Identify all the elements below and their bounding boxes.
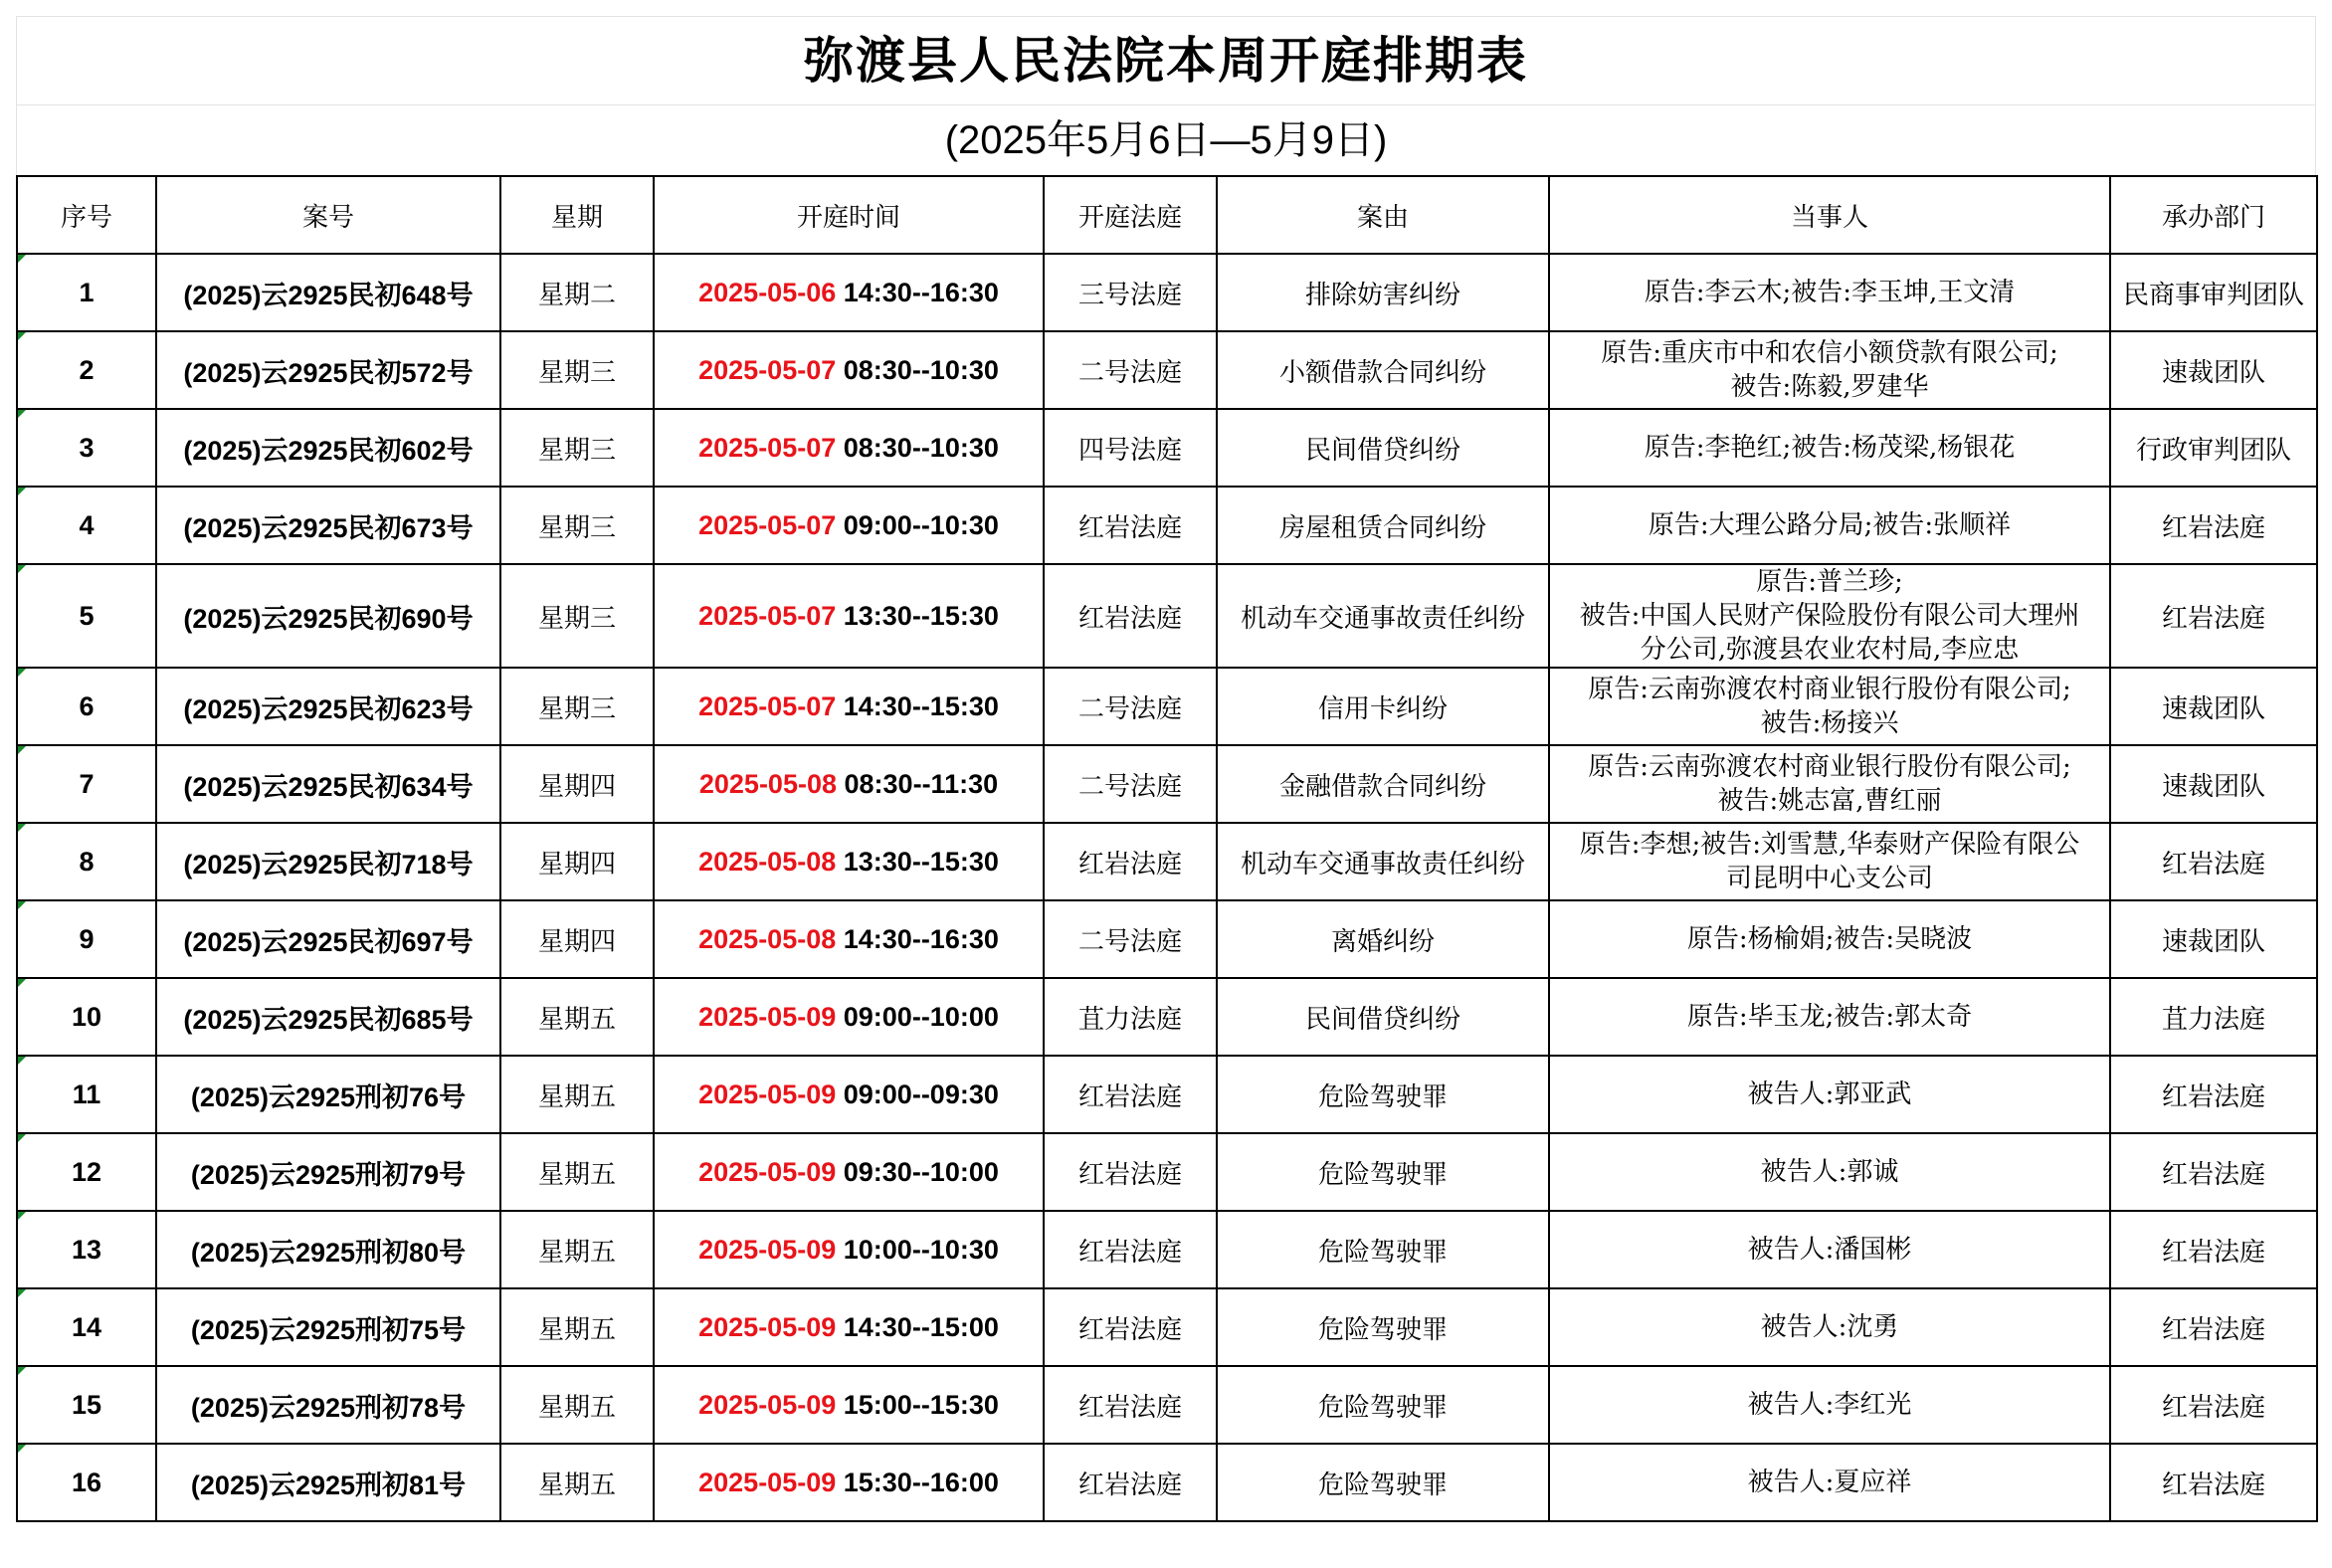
table-row <box>17 978 2317 1056</box>
header-row <box>17 176 2317 254</box>
cell-court: 红岩法庭 <box>1044 1444 1217 1521</box>
cell-seq <box>17 1133 156 1211</box>
party-line: 被告:中国人民财产保险股份有限公司大理州 <box>1579 601 2080 631</box>
header-court: 开庭法庭 <box>1044 176 1217 254</box>
cell-seq <box>17 1444 156 1521</box>
cell-case-no: (2025)云2925刑初80号 <box>156 1211 500 1288</box>
cell-seq <box>17 823 156 900</box>
table-row <box>17 564 2317 668</box>
hearing-date: 2025-05-07 <box>698 432 837 463</box>
cell-seq <box>17 1211 156 1288</box>
cell-seq <box>17 1288 156 1366</box>
hearing-date: 2025-05-09 <box>698 1078 837 1109</box>
table-row <box>17 1444 2317 1521</box>
cell-weekday: 星期三 <box>500 409 654 487</box>
table-row <box>17 409 2317 487</box>
header-case-no: 案号 <box>156 176 500 254</box>
cell-time <box>654 1366 1044 1444</box>
cell-parties <box>1549 668 2110 745</box>
hearing-date: 2025-05-09 <box>698 1156 837 1187</box>
party-line: 被告:杨接兴 <box>1760 708 1899 738</box>
cell-cause: 信用卡纠纷 <box>1217 668 1549 745</box>
seq-number: 5 <box>79 600 95 631</box>
seq-number: 8 <box>79 846 95 877</box>
table-row <box>17 823 2317 900</box>
cell-cause: 小额借款合同纠纷 <box>1217 331 1549 409</box>
cell-weekday: 星期五 <box>500 1366 654 1444</box>
cell-seq <box>17 745 156 823</box>
hearing-date: 2025-05-07 <box>698 690 837 721</box>
seq-number: 1 <box>79 277 95 307</box>
header-weekday: 星期 <box>500 176 654 254</box>
party-line: 被告人:郭亚武 <box>1747 1079 1912 1109</box>
cell-marker-icon <box>18 332 26 340</box>
cell-case-no: (2025)云2925民初685号 <box>156 978 500 1056</box>
seq-number: 12 <box>71 1156 102 1187</box>
cell-marker-icon <box>18 1289 26 1297</box>
cell-dept: 红岩法庭 <box>2110 1056 2317 1133</box>
cell-court: 苴力法庭 <box>1044 978 1217 1056</box>
cell-time <box>654 1444 1044 1521</box>
cell-cause: 危险驾驶罪 <box>1217 1133 1549 1211</box>
party-line: 被告人:沈勇 <box>1760 1312 1899 1342</box>
cell-court: 红岩法庭 <box>1044 564 1217 668</box>
cell-dept: 红岩法庭 <box>2110 487 2317 564</box>
hearing-time: 14:30--15:30 <box>843 690 999 721</box>
cell-case-no: (2025)云2925民初690号 <box>156 564 500 668</box>
cell-parties <box>1549 1366 2110 1444</box>
cell-case-no: (2025)云2925民初697号 <box>156 900 500 978</box>
cell-dept: 行政审判团队 <box>2110 409 2317 487</box>
cell-weekday: 星期四 <box>500 745 654 823</box>
cell-seq <box>17 668 156 745</box>
party-line: 被告:姚志富,曹红丽 <box>1717 786 1942 816</box>
hearing-date: 2025-05-08 <box>698 923 837 954</box>
cell-court: 二号法庭 <box>1044 900 1217 978</box>
cell-marker-icon <box>18 901 26 909</box>
cell-dept: 红岩法庭 <box>2110 1211 2317 1288</box>
cell-seq <box>17 1056 156 1133</box>
cell-court: 三号法庭 <box>1044 254 1217 331</box>
table-row <box>17 254 2317 331</box>
header-time: 开庭时间 <box>654 176 1044 254</box>
cell-case-no: (2025)云2925刑初79号 <box>156 1133 500 1211</box>
cell-court: 红岩法庭 <box>1044 1211 1217 1288</box>
cell-time <box>654 978 1044 1056</box>
hearing-date: 2025-05-07 <box>698 354 837 385</box>
cell-court: 二号法庭 <box>1044 745 1217 823</box>
cell-parties <box>1549 254 2110 331</box>
cell-cause: 民间借贷纠纷 <box>1217 978 1549 1056</box>
cell-case-no: (2025)云2925民初648号 <box>156 254 500 331</box>
cell-case-no: (2025)云2925民初634号 <box>156 745 500 823</box>
cell-marker-icon <box>18 824 26 832</box>
hearing-time: 09:00--09:30 <box>843 1078 999 1109</box>
cell-dept: 速裁团队 <box>2110 900 2317 978</box>
header-cause: 案由 <box>1217 176 1549 254</box>
hearing-time: 15:00--15:30 <box>843 1389 999 1420</box>
cell-weekday: 星期三 <box>500 564 654 668</box>
party-line: 司昆明中心支公司 <box>1725 864 1933 893</box>
cell-seq <box>17 1366 156 1444</box>
table-row <box>17 1133 2317 1211</box>
seq-number: 11 <box>72 1078 101 1109</box>
cell-weekday: 星期三 <box>500 331 654 409</box>
seq-number: 9 <box>79 923 95 954</box>
cell-court: 二号法庭 <box>1044 331 1217 409</box>
title-block <box>16 16 2316 175</box>
party-line: 原告:李想;被告:刘雪慧,华泰财产保险有限公 <box>1579 830 2080 860</box>
seq-number: 16 <box>71 1467 102 1497</box>
cell-weekday: 星期五 <box>500 978 654 1056</box>
cell-parties <box>1549 487 2110 564</box>
seq-number: 3 <box>79 432 95 463</box>
cell-parties <box>1549 1444 2110 1521</box>
cell-cause: 房屋租赁合同纠纷 <box>1217 487 1549 564</box>
hearing-time: 14:30--16:30 <box>843 277 999 307</box>
cell-parties <box>1549 978 2110 1056</box>
party-line: 原告:毕玉龙;被告:郭太奇 <box>1686 1002 1973 1032</box>
cell-cause: 排除妨害纠纷 <box>1217 254 1549 331</box>
seq-number: 15 <box>71 1389 102 1420</box>
party-line: 原告:云南弥渡农村商业银行股份有限公司; <box>1588 675 2071 704</box>
cell-cause: 民间借贷纠纷 <box>1217 409 1549 487</box>
hearing-date: 2025-05-09 <box>698 1001 837 1032</box>
party-line: 原告:李云木;被告:李玉坤,王文清 <box>1644 278 2016 307</box>
seq-number: 2 <box>79 354 95 385</box>
cell-time <box>654 668 1044 745</box>
cell-cause: 危险驾驶罪 <box>1217 1366 1549 1444</box>
cell-weekday: 星期三 <box>500 487 654 564</box>
cell-cause: 机动车交通事故责任纠纷 <box>1217 823 1549 900</box>
hearing-date: 2025-05-08 <box>698 846 837 877</box>
cell-case-no: (2025)云2925民初718号 <box>156 823 500 900</box>
cell-time <box>654 823 1044 900</box>
cell-marker-icon <box>18 669 26 677</box>
header-parties: 当事人 <box>1549 176 2110 254</box>
cell-parties <box>1549 564 2110 668</box>
party-line: 被告:陈毅,罗建华 <box>1730 372 1929 402</box>
table-row <box>17 1288 2317 1366</box>
cell-dept: 红岩法庭 <box>2110 823 2317 900</box>
cell-marker-icon <box>18 1212 26 1220</box>
cell-marker-icon <box>18 565 26 573</box>
cell-dept: 速裁团队 <box>2110 331 2317 409</box>
table-row <box>17 1056 2317 1133</box>
seq-number: 13 <box>71 1234 102 1265</box>
party-line: 原告:杨榆娟;被告:吴晓波 <box>1686 924 1973 954</box>
cell-time <box>654 1133 1044 1211</box>
seq-number: 7 <box>79 768 95 799</box>
cell-court: 红岩法庭 <box>1044 1133 1217 1211</box>
cell-marker-icon <box>18 746 26 754</box>
seq-number: 10 <box>71 1001 102 1032</box>
cell-time <box>654 331 1044 409</box>
seq-number: 14 <box>71 1311 102 1342</box>
party-line: 原告:重庆市中和农信小额贷款有限公司; <box>1601 338 2058 368</box>
cell-time <box>654 487 1044 564</box>
cell-weekday: 星期五 <box>500 1211 654 1288</box>
schedule-sheet <box>16 16 2316 1522</box>
cell-seq <box>17 331 156 409</box>
cell-court: 红岩法庭 <box>1044 1366 1217 1444</box>
table-row <box>17 487 2317 564</box>
cell-dept: 红岩法庭 <box>2110 1133 2317 1211</box>
hearing-time: 08:30--10:30 <box>843 432 999 463</box>
hearing-time: 08:30--11:30 <box>844 768 999 799</box>
cell-cause: 危险驾驶罪 <box>1217 1444 1549 1521</box>
hearing-date: 2025-05-09 <box>698 1467 837 1497</box>
cell-parties <box>1549 900 2110 978</box>
party-line: 分公司,弥渡县农业农村局,李应忠 <box>1640 635 2020 665</box>
table-row <box>17 745 2317 823</box>
hearing-date: 2025-05-09 <box>698 1311 837 1342</box>
cell-dept: 红岩法庭 <box>2110 1366 2317 1444</box>
cell-court: 二号法庭 <box>1044 668 1217 745</box>
cell-marker-icon <box>18 255 26 263</box>
cell-weekday: 星期五 <box>500 1444 654 1521</box>
cell-seq <box>17 978 156 1056</box>
cell-court: 四号法庭 <box>1044 409 1217 487</box>
cell-case-no: (2025)云2925刑初78号 <box>156 1366 500 1444</box>
hearing-date: 2025-05-08 <box>698 768 837 799</box>
hearing-date: 2025-05-09 <box>698 1389 837 1420</box>
party-line: 原告:云南弥渡农村商业银行股份有限公司; <box>1588 752 2071 782</box>
cell-cause: 危险驾驶罪 <box>1217 1056 1549 1133</box>
cell-marker-icon <box>18 1367 26 1375</box>
hearing-date: 2025-05-06 <box>698 277 837 307</box>
date-range-subtitle: (2025年5月6日—5月9日) <box>944 118 1388 162</box>
cell-weekday: 星期五 <box>500 1133 654 1211</box>
cell-time <box>654 254 1044 331</box>
cell-parties <box>1549 1211 2110 1288</box>
cell-seq <box>17 254 156 331</box>
cell-time <box>654 900 1044 978</box>
cell-dept: 红岩法庭 <box>2110 564 2317 668</box>
table-row <box>17 900 2317 978</box>
cell-seq <box>17 564 156 668</box>
party-line: 被告人:郭诚 <box>1760 1157 1899 1187</box>
hearing-time: 14:30--15:00 <box>843 1311 999 1342</box>
cell-case-no: (2025)云2925民初572号 <box>156 331 500 409</box>
cell-weekday: 星期三 <box>500 668 654 745</box>
seq-number: 6 <box>79 690 95 721</box>
cell-parties <box>1549 409 2110 487</box>
cell-weekday: 星期五 <box>500 1056 654 1133</box>
cell-cause: 金融借款合同纠纷 <box>1217 745 1549 823</box>
cell-parties <box>1549 331 2110 409</box>
hearing-date: 2025-05-07 <box>698 600 837 631</box>
cell-dept: 红岩法庭 <box>2110 1444 2317 1521</box>
hearing-time: 09:00--10:30 <box>843 509 999 540</box>
cell-cause: 危险驾驶罪 <box>1217 1288 1549 1366</box>
cell-court: 红岩法庭 <box>1044 487 1217 564</box>
cell-cause: 离婚纠纷 <box>1217 900 1549 978</box>
cell-parties <box>1549 823 2110 900</box>
cell-time <box>654 564 1044 668</box>
cell-case-no: (2025)云2925民初623号 <box>156 668 500 745</box>
cell-case-no: (2025)云2925刑初76号 <box>156 1056 500 1133</box>
page-title: 弥渡县人民法院本周开庭排期表 <box>17 17 2315 105</box>
schedule-table <box>16 175 2318 1522</box>
cell-dept: 速裁团队 <box>2110 745 2317 823</box>
cell-weekday: 星期四 <box>500 823 654 900</box>
schedule-rows <box>17 254 2317 1521</box>
hearing-time: 09:00--10:00 <box>843 1001 999 1032</box>
hearing-date: 2025-05-09 <box>698 1234 837 1265</box>
header-seq: 序号 <box>17 176 156 254</box>
table-row <box>17 1366 2317 1444</box>
cell-dept: 苴力法庭 <box>2110 978 2317 1056</box>
cell-dept: 速裁团队 <box>2110 668 2317 745</box>
hearing-time: 10:00--10:30 <box>843 1234 999 1265</box>
cell-case-no: (2025)云2925刑初75号 <box>156 1288 500 1366</box>
cell-case-no: (2025)云2925民初602号 <box>156 409 500 487</box>
party-line: 被告人:潘国彬 <box>1747 1235 1912 1265</box>
cell-weekday: 星期五 <box>500 1288 654 1366</box>
cell-parties <box>1549 1056 2110 1133</box>
cell-weekday: 星期二 <box>500 254 654 331</box>
party-line: 原告:普兰珍; <box>1756 567 1903 597</box>
hearing-time: 15:30--16:00 <box>843 1467 999 1497</box>
cell-court: 红岩法庭 <box>1044 1288 1217 1366</box>
cell-time <box>654 409 1044 487</box>
hearing-time: 08:30--10:30 <box>843 354 999 385</box>
hearing-time: 14:30--16:30 <box>843 923 999 954</box>
party-line: 被告人:夏应祥 <box>1747 1468 1912 1497</box>
table-row <box>17 668 2317 745</box>
hearing-date: 2025-05-07 <box>698 509 837 540</box>
cell-court: 红岩法庭 <box>1044 1056 1217 1133</box>
cell-case-no: (2025)云2925民初673号 <box>156 487 500 564</box>
party-line: 被告人:李红光 <box>1747 1390 1912 1420</box>
cell-parties <box>1549 1288 2110 1366</box>
cell-marker-icon <box>18 488 26 495</box>
hearing-time: 09:30--10:00 <box>843 1156 999 1187</box>
cell-weekday: 星期四 <box>500 900 654 978</box>
hearing-time: 13:30--15:30 <box>843 846 999 877</box>
cell-marker-icon <box>18 1134 26 1142</box>
hearing-time: 13:30--15:30 <box>843 600 999 631</box>
table-row <box>17 331 2317 409</box>
cell-time <box>654 1288 1044 1366</box>
cell-seq <box>17 487 156 564</box>
party-line: 原告:李艳红;被告:杨茂梁,杨银花 <box>1644 433 2016 463</box>
cell-marker-icon <box>18 979 26 987</box>
cell-parties <box>1549 1133 2110 1211</box>
cell-time <box>654 1056 1044 1133</box>
party-line: 原告:大理公路分局;被告:张顺祥 <box>1648 510 2012 540</box>
cell-marker-icon <box>18 410 26 418</box>
cell-time <box>654 1211 1044 1288</box>
cell-court: 红岩法庭 <box>1044 823 1217 900</box>
cell-seq <box>17 409 156 487</box>
cell-marker-icon <box>18 1445 26 1453</box>
cell-dept: 民商事审判团队 <box>2110 254 2317 331</box>
table-row <box>17 1211 2317 1288</box>
header-dept: 承办部门 <box>2110 176 2317 254</box>
seq-number: 4 <box>79 509 95 540</box>
cell-case-no: (2025)云2925刑初81号 <box>156 1444 500 1521</box>
cell-cause: 危险驾驶罪 <box>1217 1211 1549 1288</box>
cell-time <box>654 745 1044 823</box>
cell-marker-icon <box>18 1057 26 1065</box>
cell-seq <box>17 900 156 978</box>
cell-parties <box>1549 745 2110 823</box>
cell-cause: 机动车交通事故责任纠纷 <box>1217 564 1549 668</box>
cell-dept: 红岩法庭 <box>2110 1288 2317 1366</box>
